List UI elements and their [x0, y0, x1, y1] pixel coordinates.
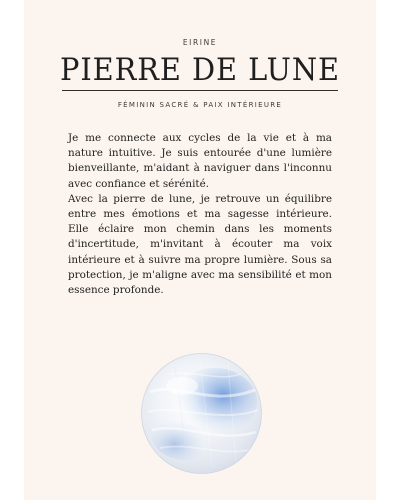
product-card — [24, 0, 376, 500]
brand-name: EIRINE — [182, 38, 218, 47]
description-paragraph-2: Avec la pierre de lune, je retrouve un équilibre entre mes émotions et ma sagesse intérieure. Elle éclaire mon chemin dans les moments d'incertitude, m'invitant à écouter ma voix intérieure et à suivre ma propre lumière. Sous sa protection, je m'aligne avec ma sensibilité et mon essence profonde. — [68, 192, 332, 297]
page-title: PIERRE DE LUNE — [60, 52, 340, 88]
moonstone-image — [140, 352, 263, 475]
title-divider — [62, 90, 338, 91]
description — [68, 131, 332, 298]
description-paragraph-1: Je me connecte aux cycles de la vie et à ma nature intuitive. Je suis entourée d'une lumière bienveillante, m'aidant à naviguer dans l'inconnu avec confiance et sérénité. — [68, 132, 332, 190]
subtitle: FÉMININ SACRÉ & PAIX INTÉRIEURE — [117, 101, 283, 109]
